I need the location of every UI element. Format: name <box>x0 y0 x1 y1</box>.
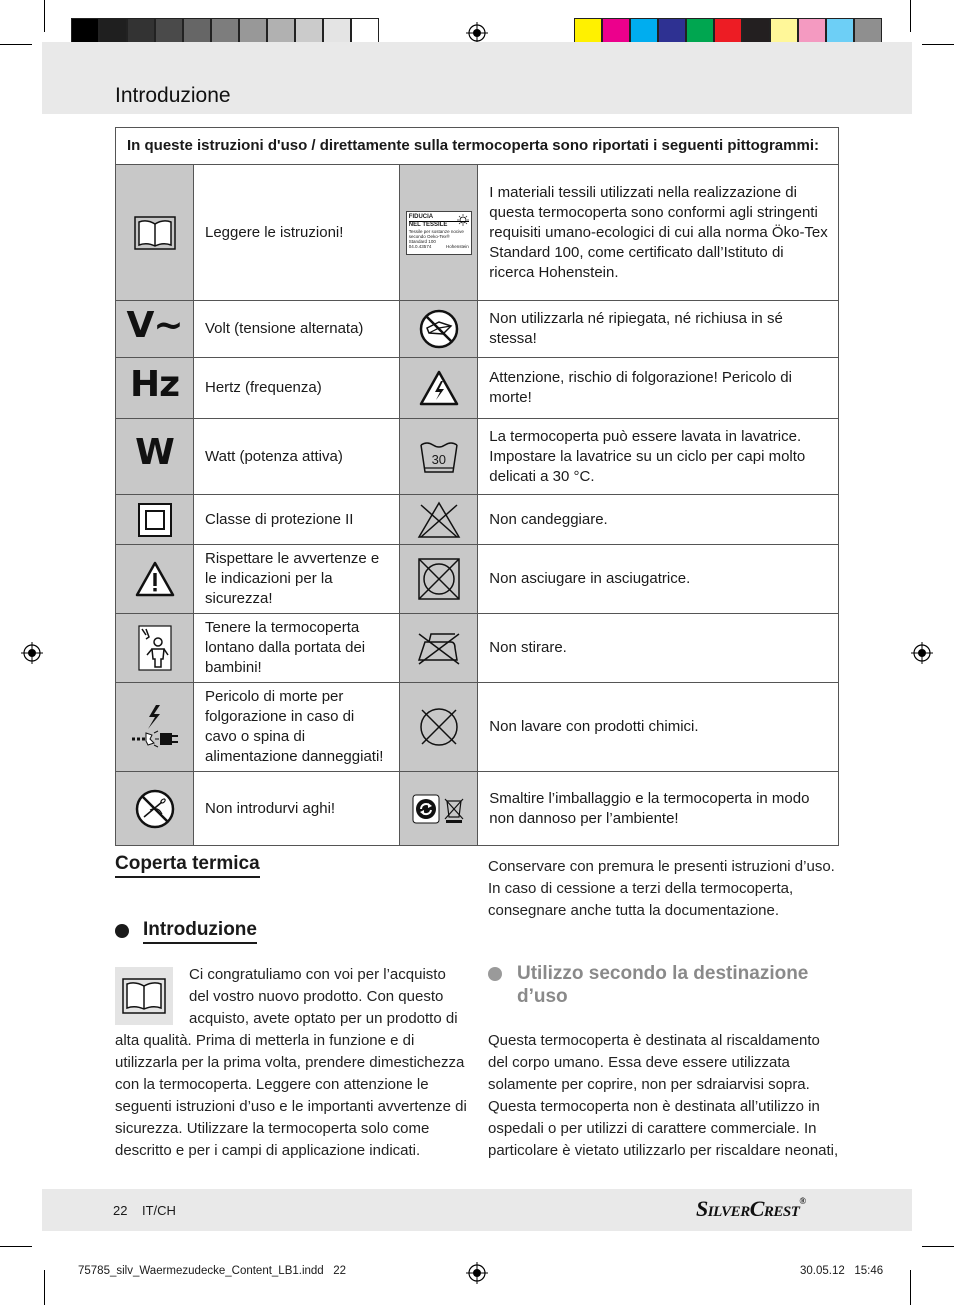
watt-icon <box>116 419 194 495</box>
oeko-label-line: Hohenstein <box>446 243 469 249</box>
brand-crest: Crest <box>749 1196 800 1221</box>
table-heading: In queste istruzioni d'uso / direttamente sulla termocoperta sono riportati i seguenti pittogrammi: <box>116 128 839 165</box>
crop-mark <box>910 0 911 32</box>
oeko-label-line: secondo Oeko-Tex® Standard 100 <box>408 233 450 244</box>
table-row <box>116 165 839 301</box>
picto-desc: Non introdurvi aghi! <box>194 772 400 846</box>
wash-temperature: 30 <box>431 451 447 467</box>
picto-desc: Non stirare. <box>478 614 839 683</box>
table-row <box>116 358 839 419</box>
table-heading-row <box>116 128 839 165</box>
registration-mark-icon <box>466 22 488 44</box>
intended-use-paragraph: Questa termocoperta è destinata al riscaldamento del corpo umano. Essa deve essere utilizzata solamente per coprire, non per sdraiarvisi sopra. Questa termocoperta non è destinata all’utilizzo in ospedali o per utilizzi di carattere commerciale. In particolare è vietato utilizzarlo per riscaldare neonati, <box>488 1032 839 1159</box>
picto-desc: Non candeggiare. <box>478 495 839 545</box>
crop-mark <box>0 44 32 45</box>
intro-paragraph: Ci congratuliamo con voi per l’acquisto del vostro nuovo prodotto. Con questo acquisto, avete optato per un prodotto di alta qualità. Prima di metterla in funzione e di utilizzarla per la prima volta, prendere dimestichezza con la termocoperta. Leggere con attenzione le seguenti istruzioni d’uso e le importanti avvertenze di sicurezza. Utilizzare la termocoperta solo come descritto e per i campi di applicazione indicati. <box>115 966 467 1159</box>
picto-desc: Non asciugare in asciugatrice. <box>478 545 839 614</box>
crop-mark <box>44 0 45 32</box>
picto-desc: La termocoperta può essere lavata in lavatrice. Impostare la lavatrice su un ciclo per capi molto delicati a 30 °C. <box>478 419 839 495</box>
page-title: Introduzione <box>115 84 231 107</box>
no-folding-icon <box>400 301 478 358</box>
table-row <box>116 301 839 358</box>
crop-mark <box>922 1246 954 1247</box>
oeko-label-line: NEL TESSILE <box>409 221 469 229</box>
registration-mark-icon <box>466 1262 488 1284</box>
recycle-disposal-icon <box>400 772 478 846</box>
no-needles-icon <box>116 772 194 846</box>
brand-logo <box>696 1196 806 1222</box>
picto-desc: Pericolo di morte per folgorazione in caso di cavo o spina di alimentazione danneggiati! <box>194 683 400 772</box>
electric-warning-icon <box>400 358 478 419</box>
table-row <box>116 772 839 846</box>
volt-symbol: V~ <box>126 304 183 346</box>
slug-file: 75785_silv_Waermezudecke_Content_LB1.indd 22 <box>78 1265 347 1277</box>
registration-mark-icon <box>21 642 43 664</box>
picto-desc: I materiali tessili utilizzati nella realizzazione di questa termocoperta sono conformi agli stringenti requisiti umano-ecologici di cui alla norma Öko-Tex Standard 100, come certificato dall’Istituto di ricerca Hohenstein. <box>478 165 839 301</box>
hertz-symbol: Hz <box>129 363 180 405</box>
storage-paragraph: Conservare con premura le presenti istruzioni d’uso. In caso di cessione a terzi della termocoperta, consegnare anche tutta la documentazione. <box>488 858 835 919</box>
subsection-title: Utilizzo secondo la destinazione d’uso <box>517 963 809 1007</box>
volt-icon <box>116 301 194 358</box>
picto-desc: Smaltire l’imballaggio e la termocoperta in modo non dannoso per l’ambiente! <box>478 772 839 846</box>
no-ironing-icon <box>400 614 478 683</box>
crop-mark <box>0 1246 32 1247</box>
warning-triangle-icon <box>116 545 194 614</box>
no-dry-clean-icon <box>400 683 478 772</box>
bullet-icon <box>488 967 502 981</box>
brand-registered: ® <box>799 1196 806 1206</box>
oeko-label-line: Tessile per sostanze nocive <box>408 228 464 234</box>
oeko-tex-label-icon <box>400 165 478 301</box>
sun-icon <box>457 214 469 226</box>
section-title: Coperta termica <box>115 852 260 878</box>
table-row <box>116 545 839 614</box>
subsection-title: Introduzione <box>143 918 257 944</box>
hertz-icon <box>116 358 194 419</box>
registration-mark-icon <box>911 642 933 664</box>
table-row <box>116 495 839 545</box>
bullet-icon <box>115 924 129 938</box>
crop-mark <box>44 1270 45 1305</box>
picto-desc: Hertz (frequenza) <box>194 358 400 419</box>
page-number: 22 <box>113 1203 128 1218</box>
damaged-cable-icon <box>116 683 194 772</box>
oeko-label-line: FIDUCIA <box>408 213 434 220</box>
crop-mark <box>922 44 954 45</box>
picto-desc: Non utilizzarla né ripiegata, né richiusa in sé stessa! <box>478 301 839 358</box>
picto-desc: Watt (potenza attiva) <box>194 419 400 495</box>
brand-silver: Silver <box>696 1196 750 1221</box>
no-bleach-icon <box>400 495 478 545</box>
locale-label: IT/CH <box>142 1203 176 1218</box>
wash-30-icon <box>400 419 478 495</box>
no-tumble-dry-icon <box>400 545 478 614</box>
picto-desc: Leggere le istruzioni! <box>194 165 400 301</box>
crop-mark <box>910 1270 911 1305</box>
slug-date: 30.05.12 15:46 <box>800 1265 884 1277</box>
picto-desc: Classe di protezione II <box>194 495 400 545</box>
picto-desc: Tenere la termocoperta lontano dalla portata dei bambini! <box>194 614 400 683</box>
picto-desc: Rispettare le avvertenze e le indicazioni per la sicurezza! <box>194 545 400 614</box>
table-row <box>116 419 839 495</box>
oeko-label-line: 04.0.43574 <box>408 243 432 249</box>
picto-desc: Non lavare con prodotti chimici. <box>478 683 839 772</box>
table-row <box>116 683 839 772</box>
pictogram-table <box>115 127 839 846</box>
protection-class-ii-icon <box>116 495 194 545</box>
picto-desc: Volt (tensione alternata) <box>194 301 400 358</box>
book-icon <box>116 165 194 301</box>
keep-from-children-icon <box>116 614 194 683</box>
table-row <box>116 614 839 683</box>
picto-desc: Attenzione, rischio di folgorazione! Pericolo di morte! <box>478 358 839 419</box>
watt-symbol: W <box>135 432 174 473</box>
